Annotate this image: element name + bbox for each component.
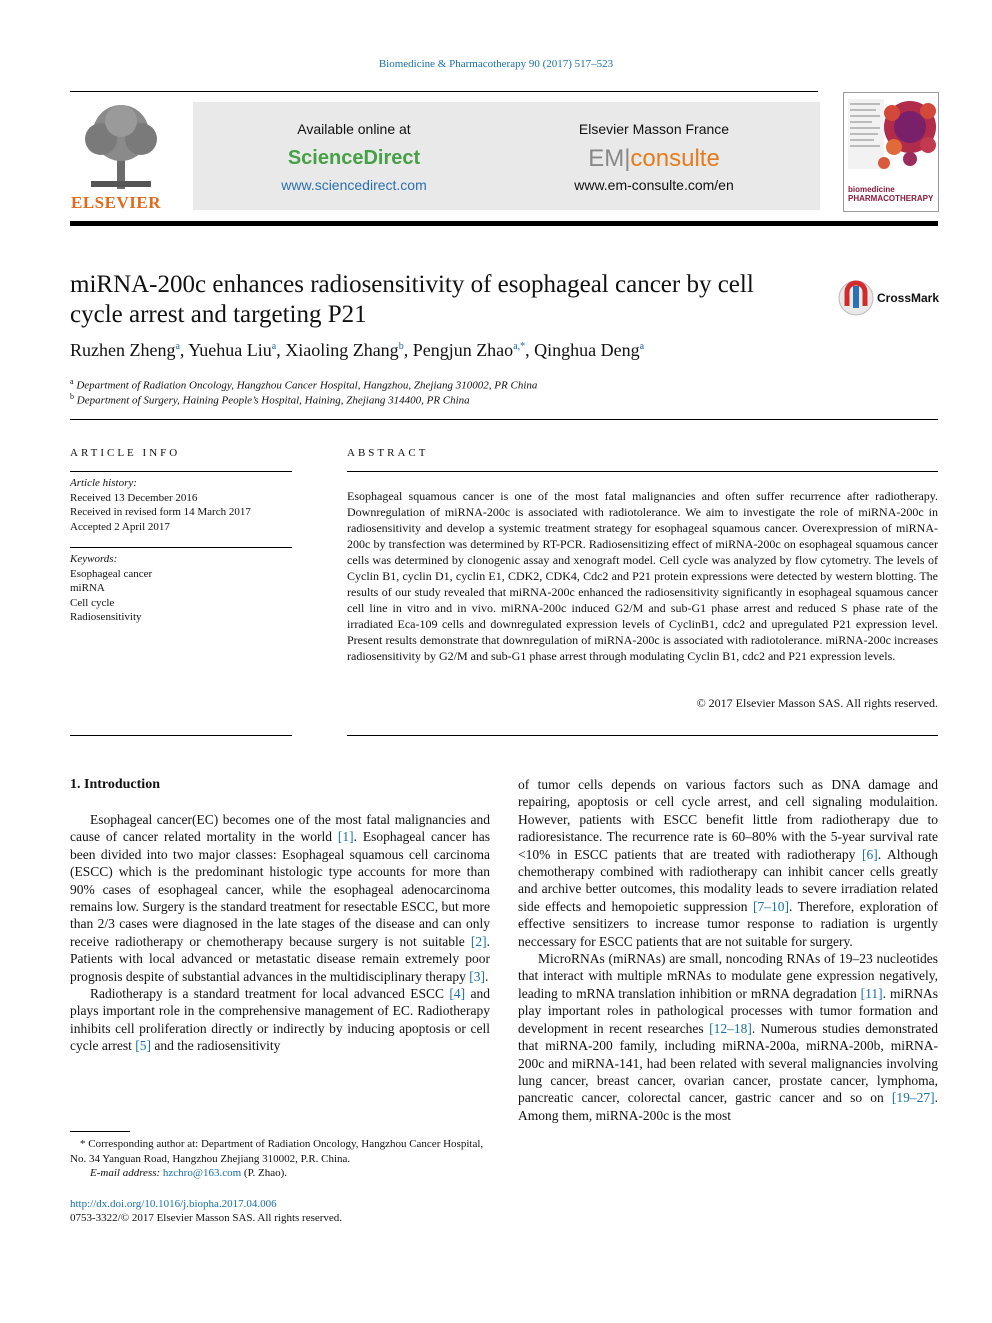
text-run: .: [485, 968, 489, 984]
author-separator: ,: [276, 340, 286, 360]
author-sup[interactable]: b: [398, 341, 404, 352]
author-name[interactable]: Yuehua Liu: [188, 340, 272, 360]
text-run: Radiotherapy is a standard treatment for local advanced ESCC: [90, 986, 450, 1002]
text-run: . Numerous studies demonstrated that miRNA-200 family, including miRNA-200a, miRNA-200b, miRNA-200c and miRNA-141, had been related with several malignancies involving lung cancer, breast cancer, ovarian cancer, prostate cancer, lymphoma, pancreatic cancer, colorectal cancer, gastric cancer and so on: [518, 1020, 938, 1106]
section-heading: 1. Introduction: [70, 777, 160, 792]
article-info-heading: ARTICLE INFO: [70, 447, 181, 459]
keyword: miRNA: [70, 582, 105, 594]
abstract-bottom-rule: [347, 735, 938, 736]
author-sup[interactable]: a: [271, 341, 277, 352]
sciencedirect-link[interactable]: www.sciencedirect.com: [281, 177, 427, 193]
em-logo-part1: EM: [588, 145, 625, 172]
affiliation-text: Department of Surgery, Haining People’s Hospital, Haining, Zhejiang 314400, PR China: [76, 394, 470, 407]
abstract-heading: ABSTRACT: [347, 447, 429, 459]
author-separator: ,: [525, 340, 535, 360]
journal-cover-thumbnail[interactable]: [843, 92, 939, 212]
author-sup[interactable]: a: [175, 341, 180, 352]
abstract-rule: [347, 471, 938, 472]
body-right-column: [518, 776, 938, 1124]
email-label: E-mail address:: [90, 1167, 161, 1179]
author-separator: ,: [179, 340, 189, 360]
corresponding-author-footnote: [70, 1137, 490, 1181]
elsevier-masson-text: Elsevier Masson France: [578, 121, 730, 137]
citation-link[interactable]: [19–27]: [891, 1090, 935, 1106]
author-separator: ,: [403, 340, 413, 360]
available-online-text: Available online at: [297, 121, 411, 137]
em-divider: |: [624, 145, 631, 172]
history-label: Article history:: [70, 477, 137, 489]
citation-link[interactable]: [2]: [470, 933, 487, 949]
header-top-rule: [70, 91, 818, 92]
keyword: Radiosensitivity: [70, 611, 142, 623]
text-run: . miRNAs play important roles in pathological processes with tumor formation and development in recent researches: [518, 985, 938, 1036]
citation-link[interactable]: [6]: [861, 846, 878, 862]
author-list: [70, 340, 850, 361]
emconsulte-link[interactable]: www.em-consulte.com/en: [574, 177, 734, 193]
email-suffix: (P. Zhao).: [241, 1167, 287, 1179]
crossmark-label[interactable]: CrossMark: [877, 291, 940, 305]
affiliation-text: Department of Radiation Oncology, Hangzhou Cancer Hospital, Hangzhou, Zhejiang 310002, PR China: [76, 379, 538, 392]
accepted-date: Accepted 2 April 2017: [70, 520, 170, 533]
author-name[interactable]: Xiaoling Zhang: [285, 340, 399, 360]
paragraph: [70, 811, 490, 985]
text-run: and the radiosensitivity: [150, 1038, 281, 1054]
title-line-1: miRNA-200c enhances radiosensitivity of esophageal cancer by cell: [70, 271, 754, 298]
article-title: [70, 270, 810, 330]
citation-link[interactable]: [7–10]: [753, 898, 790, 914]
keywords-label: Keywords:: [70, 553, 118, 565]
elsevier-wordmark: ELSEVIER: [71, 193, 161, 212]
footnote-rule: [70, 1131, 130, 1132]
affiliation-rule: [70, 419, 938, 420]
citation-link[interactable]: [5]: [135, 1038, 151, 1054]
article-history: [70, 476, 292, 534]
text-run: . Although chemotherapy combined with radiotherapy can inhibit cancer cells greatly and archive better outcomes, this modality leads to severe irradiation related side effects and hemopoietic suppression: [518, 846, 938, 914]
issn-copyright: 0753-3322/© 2017 Elsevier Masson SAS. All rights reserved.: [70, 1212, 343, 1224]
footnote-star: *: [80, 1138, 86, 1150]
text-run: MicroRNAs (miRNAs) are small, noncoding RNAs of 19–23 nucleotides that interact with multiple mRNAs to modulate gene expression negatively, leading to mRNA translation inhibition or mRNA degradation: [518, 951, 938, 1001]
affiliation-b: [70, 392, 770, 407]
text-run: . Patients with local advanced or metastatic disease remain extremely poor prognosis despite of substantial advances in the multidisciplinary therapy: [70, 933, 490, 984]
paragraph: [518, 776, 938, 950]
footnote-corresponding: [70, 1137, 490, 1166]
sciencedirect-logo[interactable]: ScienceDirect: [287, 147, 421, 169]
citation-link[interactable]: [11]: [860, 985, 883, 1001]
emconsulte-logo[interactable]: [545, 145, 763, 173]
revised-date: Received in revised form 14 March 2017: [70, 506, 251, 518]
journal-reference[interactable]: Biomedicine & Pharmacotherapy 90 (2017) 517–523: [378, 58, 614, 70]
article-info-rule: [70, 471, 292, 472]
affiliation-marker: b: [70, 392, 74, 401]
paragraph: [70, 985, 490, 1055]
citation-link[interactable]: [1]: [337, 829, 354, 845]
elsevier-tree-logo: [71, 103, 171, 191]
text-run: . Among them, miRNA-200c is the most: [518, 1090, 938, 1123]
text-run: Esophageal cancer(EC) becomes one of the most fatal malignancies and cause of cancer related mortality in the world: [70, 812, 490, 845]
text-run: of tumor cells depends on various factors such as DNA damage and repairing, apoptosis or cell cycle arrest, and cell signaling modulaition. However, patients with ESCC benefit little from radiotherapy due to radioresistance. The recurrence rate is 60–80% with the 5-year survival rate <10% in ESCC patients that are treated with radiotherapy: [518, 777, 938, 862]
em-logo-part2: consulte: [630, 145, 720, 172]
keyword: Esophageal cancer: [70, 567, 153, 580]
citation-link[interactable]: [3]: [469, 968, 486, 984]
keyword: Cell cycle: [70, 596, 115, 609]
article-info-bottom-rule: [70, 735, 292, 736]
citation-link[interactable]: [4]: [449, 986, 466, 1002]
author-sup[interactable]: a,*: [513, 341, 526, 352]
text-run: and plays important role in the comprehensive management of EC. Radiotherapy inhibits cell proliferation directly or indirectly by inducing apoptosis or cell cycle arrest: [70, 986, 490, 1054]
crossmark-icon[interactable]: [838, 280, 874, 316]
doi-link[interactable]: http://dx.doi.org/10.1016/j.biopha.2017.04.006: [70, 1198, 277, 1210]
paragraph: [518, 950, 938, 1124]
cover-journal-title: biomedicine PHARMACOTHERAPY: [848, 185, 934, 203]
citation-link[interactable]: [12–18]: [709, 1020, 752, 1036]
keywords-rule: [70, 547, 292, 548]
abstract-text: Esophageal squamous cancer is one of the most fatal malignancies and often suffer recurrence after radiotherapy. Downregulation of miRNA-200c is associated with radiotolerance. We aim to investigate the role of miRNA-200c in radiosensitivity and develop a systemic treatment strategy for esophageal squamous cancer. Overexpression of miRNA-200c by transfection was determined by RT-PCR. Radiosensitizing effect of miRNA-200c on esophageal squamous cancer cells was determined by clonogenic assay and xenograft model. Cell cycle was analyzed by flow cytometry. The levels of Cyclin B1, cyclin D1, cyclin E1, CDK2, CDK4, Cdc2 and P21 protein expressions were detected by western blotting. The results of our study revealed that miRNA-200c enhanced the radiosensitivity significantly in esophageal squamous cancer cell line in vitro and in vivo. miRNA-200c induced G2/M and sub-G1 phase arrest and reduced S phase rate of the irradiated Eca-109 cells and downregulated expression levels of CyclinB1, cdc2 and upregulated P21 expression level. Present results demonstrate that downregulation of miRNA-200c is associated with radiotolerance. miRNA-200c increases radiosensitivity by G2/M and sub-G1 phase arrest through modulating Cyclin B1, cdc2 and P21 expression levels.: [347, 489, 938, 663]
body-left-column: [70, 811, 490, 1055]
email-link[interactable]: hzchro@163.com: [162, 1167, 242, 1179]
author-name[interactable]: Ruzhen Zheng: [70, 340, 176, 360]
header-thick-rule: [70, 221, 938, 226]
author-sup[interactable]: a: [639, 341, 645, 352]
text-run: . Esophageal cancer has been divided into two major classes: Esophageal squamous cell carcinoma (ESCC) which is the predominant histologic type accounts for more than 90% cases of esophageal cancer, while the esophageal adenocarcinoma remains low. Surgery is the standard treatment for resectable ESCC, but more than 2/3 cases were diagnosed in the late stages of the disease and can only receive radiotherapy or chemotherapy because surgery is not suitable: [70, 829, 490, 949]
author-name[interactable]: Qinghua Deng: [534, 340, 640, 360]
text-run: . Therefore, exploration of effective sensitizers to increase tumor response to radiation is urgently neccessary for ESCC patients that are not suitable for surgery.: [518, 898, 938, 949]
footnote-email: [70, 1166, 490, 1181]
affiliation-marker: a: [70, 377, 74, 386]
abstract-copyright: © 2017 Elsevier Masson SAS. All rights reserved.: [696, 696, 938, 710]
affiliation-a: [70, 377, 770, 392]
footnote-text: Corresponding author at: Department of Radiation Oncology, Hangzhou Cancer Hospital, No. 34 Yanguan Road, Hangzhou Zhejiang 310002, P.R. China.: [70, 1138, 484, 1165]
title-line-2: cycle arrest and targeting P21: [70, 301, 367, 328]
keywords-block: [70, 552, 292, 625]
received-date: Received 13 December 2016: [70, 491, 198, 504]
author-name[interactable]: Pengjun Zhao: [412, 340, 514, 360]
